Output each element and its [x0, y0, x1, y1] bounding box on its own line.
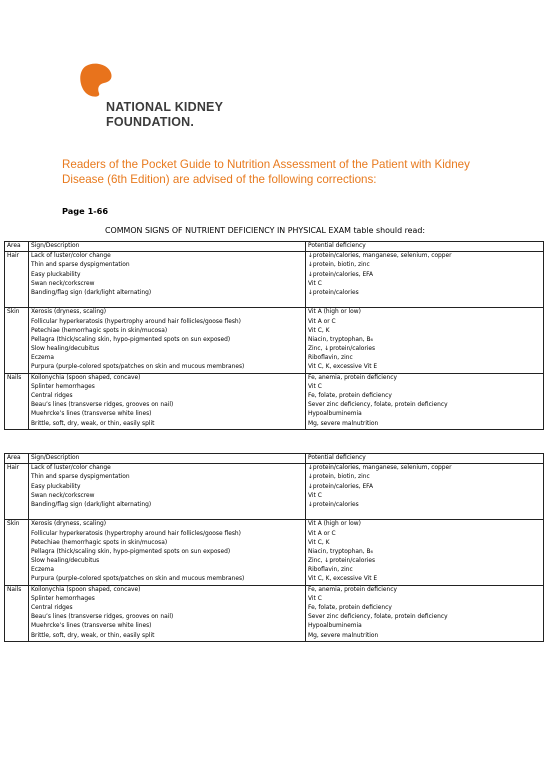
- deficiency-line: Fe, folate, protein deficiency: [308, 393, 392, 400]
- signs-cell: [29, 308, 306, 373]
- deficiency-line: Hypoalbuminemia: [308, 411, 362, 418]
- deficiency-line: Fe, anemia, protein deficiency: [308, 586, 397, 593]
- sign-line: Petechiae (hemorrhagic spots in skin/mucosa): [31, 539, 168, 546]
- table-row: [5, 308, 544, 373]
- area-cell: [5, 585, 29, 641]
- deficiency-line: Sever zinc deficiency, folate, protein deficiency: [308, 614, 448, 621]
- deficiency-line: ↓protein, biotin, zinc: [308, 474, 370, 481]
- column-header: Area: [5, 242, 29, 252]
- sign-line: Pellagra (thick/scaling skin, hypo-pigmented spots on sun exposed): [31, 336, 231, 343]
- kidney-logo-icon: [78, 62, 118, 98]
- sign-line: Swan neck/corkscrew: [31, 492, 95, 499]
- sign-line: Brittle, soft, dry, weak, or thin, easily split: [31, 632, 155, 639]
- sign-line: Xerosis (dryness, scaling): [31, 309, 107, 316]
- deficiency-cell: [306, 520, 544, 585]
- column-header: Potential deficiency: [306, 242, 544, 252]
- deficiency-line: Vit C, K, excessive Vit E: [308, 576, 378, 583]
- table-header-row: [5, 454, 544, 464]
- sign-line: Brittle, soft, dry, weak, or thin, easily split: [31, 420, 155, 427]
- area-label: Nails: [7, 586, 22, 593]
- deficiency-line: Vit A or C: [308, 530, 336, 537]
- table-row: [5, 585, 544, 641]
- sign-line: Splinter hemorrhages: [31, 383, 95, 390]
- deficiency-line: ↓protein/calories: [308, 289, 359, 296]
- deficiency-line: Sever zinc deficiency, folate, protein deficiency: [308, 402, 448, 409]
- deficiency-table: [4, 241, 544, 430]
- column-header: Area: [5, 454, 29, 464]
- corrections-notice: Readers of the Pocket Guide to Nutrition Assessment of the Patient with Kidney Disease (6th Edition) are advised of the following corrections:: [62, 158, 470, 186]
- sign-line: Lack of luster/color change: [31, 253, 111, 260]
- deficiency-line: Riboflavin, zinc: [308, 567, 353, 574]
- sign-line: Eczema: [31, 355, 55, 362]
- sign-line: Purpura (purple-colored spots/patches on skin and mucous membranes): [31, 364, 245, 371]
- page-reference: Page 1-66: [62, 206, 109, 216]
- sign-line: Beau’s lines (transverse ridges, grooves on nail): [31, 614, 174, 621]
- signs-cell: [29, 373, 306, 429]
- table-row: [5, 520, 544, 585]
- deficiency-cell: [306, 252, 544, 308]
- sign-line: Swan neck/corkscrew: [31, 280, 95, 287]
- signs-cell: [29, 585, 306, 641]
- deficiency-line: Vit C, K, excessive Vit E: [308, 364, 378, 371]
- area-cell: [5, 373, 29, 429]
- logo-text-line2: FOUNDATION.: [106, 115, 195, 129]
- deficiency-line: Mg, severe malnutrition: [308, 420, 379, 427]
- deficiency-line: ↓protein/calories, manganese, selenium, copper: [308, 465, 452, 472]
- sign-line: Koilonychia (spoon shaped, concave): [31, 374, 141, 381]
- sign-line: Follicular hyperkeratosis (hypertrophy around hair follicles/goose flesh): [31, 318, 241, 325]
- deficiency-line: Vit C, K: [308, 539, 330, 546]
- table-row: [5, 252, 544, 308]
- deficiency-line: Vit C: [308, 383, 322, 390]
- sign-line: Eczema: [31, 567, 55, 574]
- deficiency-line: Zinc, ↓protein/calories: [308, 346, 376, 353]
- sign-line: Banding/flag sign (dark/light alternating): [31, 289, 152, 296]
- nkf-logo: [78, 62, 224, 140]
- sign-line: Slow healing/decubitus: [31, 346, 100, 353]
- deficiency-cell: [306, 585, 544, 641]
- sign-line: Banding/flag sign (dark/light alternating): [31, 501, 152, 508]
- area-label: Nails: [7, 374, 22, 381]
- sign-line: Petechiae (hemorrhagic spots in skin/mucosa): [31, 327, 168, 334]
- deficiency-line: ↓protein/calories: [308, 501, 359, 508]
- sign-line: Purpura (purple-colored spots/patches on skin and mucous membranes): [31, 576, 245, 583]
- deficiency-line: Vit A or C: [308, 318, 336, 325]
- deficiency-line: Mg, severe malnutrition: [308, 632, 379, 639]
- sign-line: Pellagra (thick/scaling skin, hypo-pigmented spots on sun exposed): [31, 548, 231, 555]
- sign-line: Koilonychia (spoon shaped, concave): [31, 586, 141, 593]
- deficiency-cell: [306, 373, 544, 429]
- deficiency-line: Zinc, ↓protein/calories: [308, 558, 376, 565]
- sign-line: Slow healing/decubitus: [31, 558, 100, 565]
- sign-line: Easy pluckability: [31, 483, 81, 490]
- sign-line: Splinter hemorrhages: [31, 595, 95, 602]
- signs-cell: [29, 252, 306, 308]
- area-cell: [5, 252, 29, 308]
- deficiency-line: Niacin, tryptophan, B₆: [308, 548, 373, 555]
- deficiency-line: Fe, anemia, protein deficiency: [308, 374, 397, 381]
- deficiency-cell: [306, 464, 544, 520]
- deficiency-line: ↓protein/calories, manganese, selenium, copper: [308, 253, 452, 260]
- column-header: Sign/Description: [29, 454, 306, 464]
- deficiency-table: [4, 453, 544, 642]
- deficiency-line: Niacin, tryptophan, B₆: [308, 336, 373, 343]
- logo-text-line1: NATIONAL KIDNEY: [106, 100, 224, 114]
- table-header-row: [5, 242, 544, 252]
- deficiency-line: Fe, folate, protein deficiency: [308, 605, 392, 612]
- deficiency-line: Vit C: [308, 280, 322, 287]
- area-label: Skin: [7, 309, 20, 316]
- sign-line: Thin and sparse dyspigmentation: [31, 474, 130, 481]
- deficiency-line: Vit C: [308, 595, 322, 602]
- signs-cell: [29, 520, 306, 585]
- area-cell: [5, 520, 29, 585]
- deficiency-line: Vit C, K: [308, 327, 330, 334]
- signs-cell: [29, 464, 306, 520]
- deficiency-line: ↓protein/calories, EFA: [308, 271, 374, 278]
- deficiency-line: Vit C: [308, 492, 322, 499]
- table-caption: COMMON SIGNS OF NUTRIENT DEFICIENCY IN PHYSICAL EXAM table should read:: [105, 226, 426, 235]
- sign-line: Xerosis (dryness, scaling): [31, 521, 107, 528]
- sign-line: Muehrcke’s lines (transverse white lines): [31, 623, 152, 630]
- column-header: Sign/Description: [29, 242, 306, 252]
- deficiency-cell: [306, 308, 544, 373]
- sign-line: Beau’s lines (transverse ridges, grooves on nail): [31, 402, 174, 409]
- sign-line: Follicular hyperkeratosis (hypertrophy around hair follicles/goose flesh): [31, 530, 241, 537]
- area-cell: [5, 464, 29, 520]
- sign-line: Thin and sparse dyspigmentation: [31, 262, 130, 269]
- column-header: Potential deficiency: [306, 454, 544, 464]
- deficiency-line: Riboflavin, zinc: [308, 355, 353, 362]
- table-row: [5, 464, 544, 520]
- sign-line: Muehrcke’s lines (transverse white lines): [31, 411, 152, 418]
- sign-line: Easy pluckability: [31, 271, 81, 278]
- deficiency-line: Vit A (high or low): [308, 309, 361, 316]
- area-label: Hair: [7, 253, 20, 260]
- sign-line: Central ridges: [31, 393, 73, 400]
- area-cell: [5, 308, 29, 373]
- area-label: Skin: [7, 521, 20, 528]
- table-row: [5, 373, 544, 429]
- sign-line: Lack of luster/color change: [31, 465, 111, 472]
- deficiency-line: Hypoalbuminemia: [308, 623, 362, 630]
- deficiency-line: ↓protein, biotin, zinc: [308, 262, 370, 269]
- deficiency-line: ↓protein/calories, EFA: [308, 483, 374, 490]
- sign-line: Central ridges: [31, 605, 73, 612]
- area-label: Hair: [7, 465, 20, 472]
- deficiency-line: Vit A (high or low): [308, 521, 361, 528]
